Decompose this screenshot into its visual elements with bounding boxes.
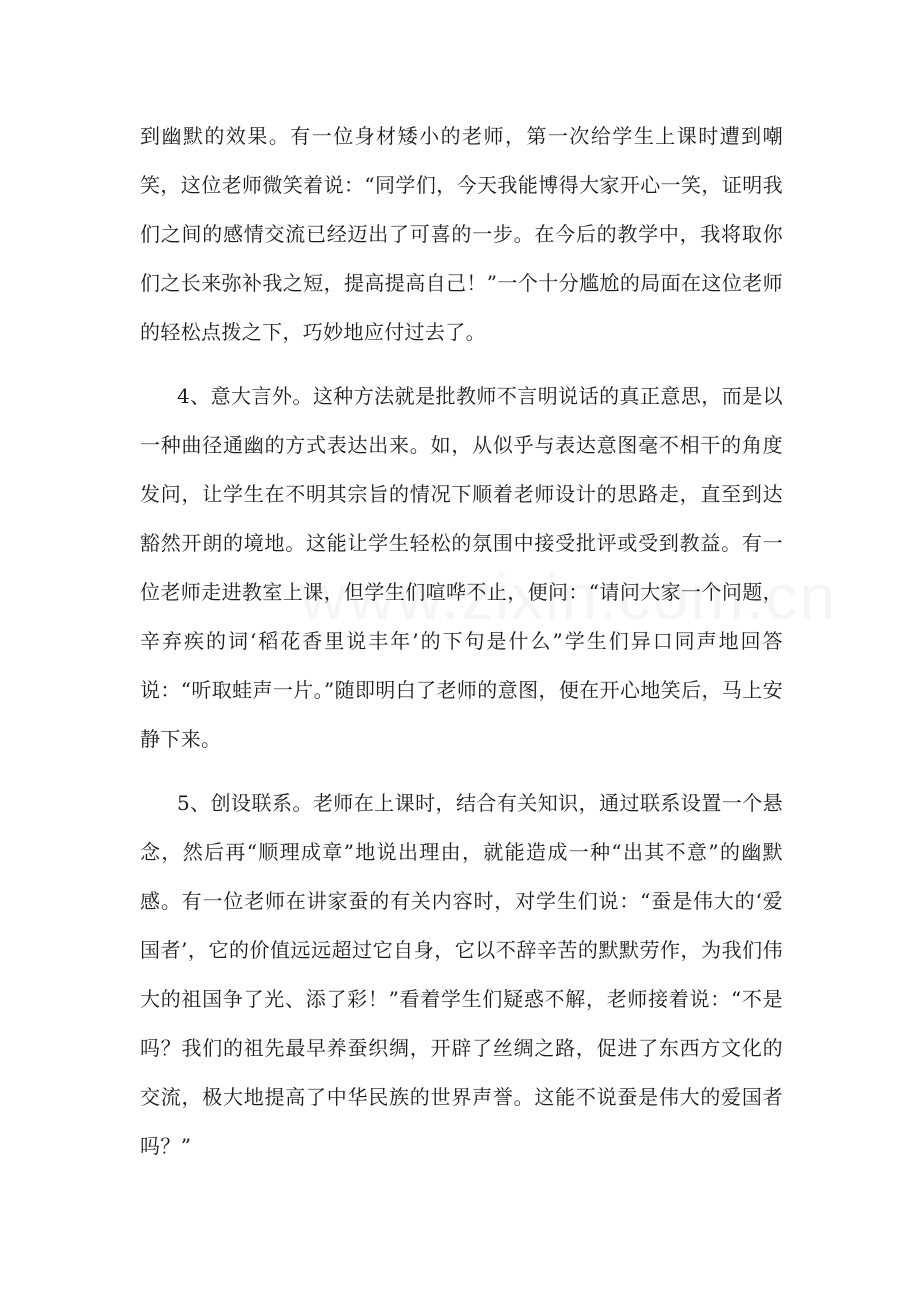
paragraph-2: 4、意大言外。这种方法就是批教师不言明说话的真正意思，而是以一种曲径通幽的方式表达出来。如，从似乎与表达意图毫不相干的角度发问，让学生在不明其宗旨的情况下顺着老师设计的思路走，直至到达豁然开朗的境地。这能让学生轻松的氛围中接受批评或受到教益。有一位老师走进教室上课，但学生们喧哗不止，便问：“请问大家一个问题，辛弃疾的词‘稻花香里说丰年’的下句是什么”学生们异口同声地回答说：“听取蛙声一片。”随即明白了老师的意图，便在开心地笑后，马上安静下来。 bbox=[140, 384, 783, 751]
paragraph-1: 到幽默的效果。有一位身材矮小的老师，第一次给学生上课时遭到嘲笑，这位老师微笑着说：“同学们，今天我能博得大家开心一笑，证明我们之间的感情交流已经迈出了可喜的一步。在今后的教学中，我将取你们之长来弥补我之短，提高提高自己！”一个十分尴尬的局面在这位老师的轻松点拨之下，巧妙地应付过去了。 bbox=[140, 124, 783, 344]
document-body bbox=[140, 112, 783, 1171]
paragraph-3: 5、创设联系。老师在上课时，结合有关知识，通过联系设置一个悬念，然后再“顺理成章”地说出理由，就能造成一种“出其不意”的幽默感。有一位老师在讲家蚕的有关内容时，对学生们说：“蚕是伟大的‘爱国者’，它的价值远远超过它自身，它以不辞辛苦的默默劳作，为我们伟大的祖国争了光、添了彩！”看着学生们疑惑不解，老师接着说：“不是吗？我们的祖先最早养蚕织绸，开辟了丝绸之路，促进了东西方文化的交流，极大地提高了中华民族的世界声誉。这能不说蚕是伟大的爱国者吗？” bbox=[140, 791, 783, 1158]
